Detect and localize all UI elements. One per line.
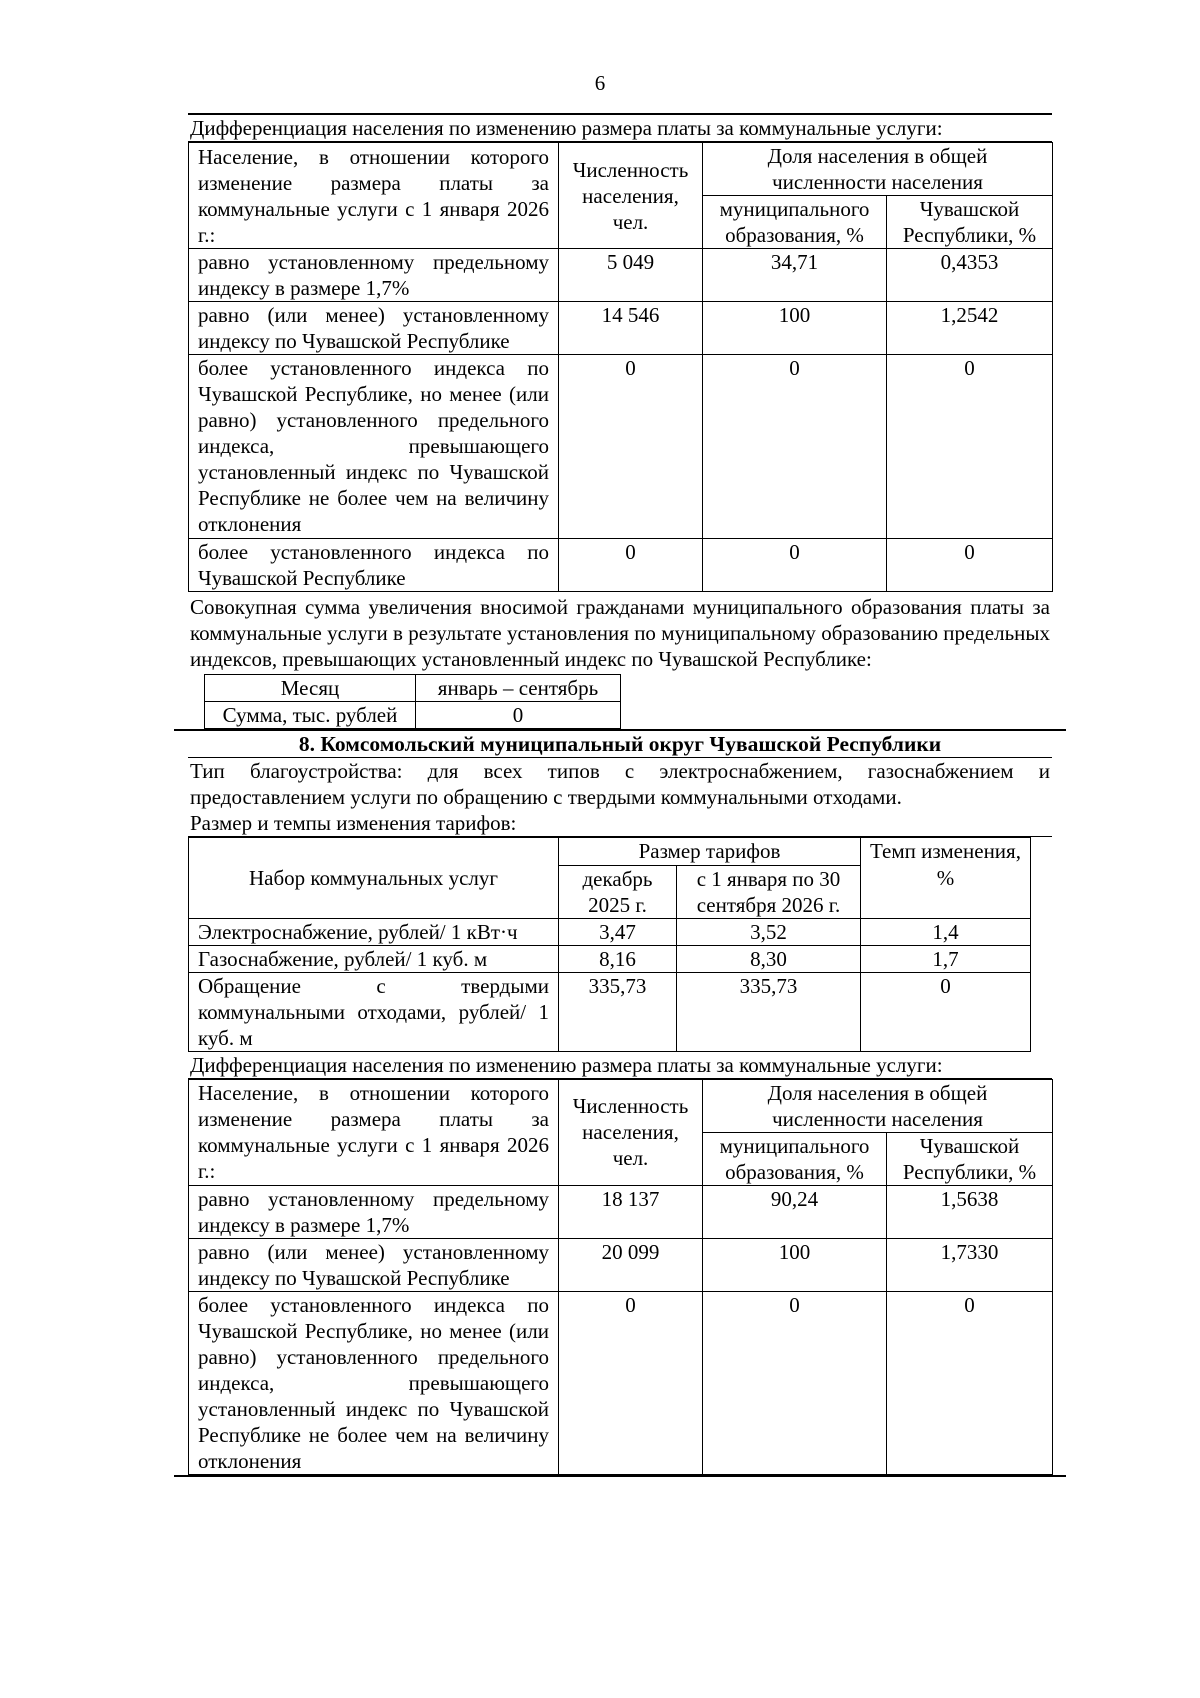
- cell-count: 0: [559, 355, 703, 538]
- section-title: 8. Комсомольский муниципальный округ Чувашской Республики: [188, 731, 1052, 759]
- tariff-header-size: Размер тарифов: [559, 838, 861, 865]
- table-row: [189, 972, 1031, 1051]
- tariff-header-services: Набор коммунальных услуг: [189, 838, 559, 918]
- header-count: Численность населения, чел.: [559, 143, 703, 249]
- row-label: равно (или менее) установленному индексу по Чувашской Республике: [189, 302, 559, 355]
- sum-amount-value: 0: [416, 701, 621, 728]
- cell-republic: 0: [887, 538, 1053, 591]
- tariff-service: Электроснабжение, рублей/ 1 кВт·ч: [189, 918, 559, 945]
- header-count: Численность населения, чел.: [559, 1079, 703, 1185]
- cell-republic: 0: [887, 1292, 1053, 1475]
- tariff-january: 3,52: [677, 918, 861, 945]
- diff-caption-1: Дифференциация населения по изменению размера платы за коммунальные услуги:: [188, 115, 1052, 142]
- bottom-rule: [174, 1475, 1066, 1477]
- header-share: Доля населения в общей численности населения: [703, 1079, 1053, 1132]
- cell-municipal: 100: [703, 302, 887, 355]
- table-row: [205, 674, 621, 701]
- cell-republic: 0,4353: [887, 249, 1053, 302]
- row-label: равно установленному предельному индексу в размере 1,7%: [189, 1185, 559, 1238]
- table-row: [189, 945, 1031, 972]
- sum-amount-label: Сумма, тыс. рублей: [205, 701, 416, 728]
- table-row: [189, 1185, 1053, 1238]
- cell-municipal: 90,24: [703, 1185, 887, 1238]
- tariff-service: Газоснабжение, рублей/ 1 куб. м: [189, 945, 559, 972]
- header-municipal: муниципального образования, %: [703, 196, 887, 249]
- table-row: [189, 538, 1053, 591]
- header-population: Население, в отношении которого изменение размера платы за коммунальные услуги с 1 января 2026 г.:: [189, 143, 559, 249]
- tariff-header-january: с 1 января по 30 сентября 2026 г.: [677, 865, 861, 918]
- cell-republic: 1,7330: [887, 1238, 1053, 1291]
- tariff-rate: 0: [861, 972, 1031, 1051]
- cell-count: 5 049: [559, 249, 703, 302]
- header-republic: Чувашской Республики, %: [887, 1132, 1053, 1185]
- row-label: равно установленному предельному индексу в размере 1,7%: [189, 249, 559, 302]
- page-number: 6: [594, 71, 606, 95]
- cell-republic: 1,2542: [887, 302, 1053, 355]
- diff-caption-2: Дифференциация населения по изменению размера платы за коммунальные услуги:: [188, 1052, 1052, 1079]
- table-header-row: [189, 838, 1031, 865]
- cell-municipal: 0: [703, 355, 887, 538]
- row-label: более установленного индекса по Чувашской Республике, но менее (или равно) установленного предельного индекса, превышающего установленный индекс по Чувашской Республике не более чем на величину отклонения: [189, 1292, 559, 1475]
- cell-republic: 0: [887, 355, 1053, 538]
- cell-municipal: 34,71: [703, 249, 887, 302]
- cell-count: 20 099: [559, 1238, 703, 1291]
- population-diff-table-1: [188, 142, 1053, 592]
- population-diff-table-2: [188, 1079, 1053, 1475]
- cell-count: 18 137: [559, 1185, 703, 1238]
- tariff-rate: 1,7: [861, 945, 1031, 972]
- cell-count: 14 546: [559, 302, 703, 355]
- cell-republic: 1,5638: [887, 1185, 1053, 1238]
- row-label: равно (или менее) установленному индексу по Чувашской Республике: [189, 1238, 559, 1291]
- sum-month-label: Месяц: [205, 674, 416, 701]
- tariff-rate: 1,4: [861, 918, 1031, 945]
- tariff-december: 335,73: [559, 972, 677, 1051]
- improvement-paragraph: Тип благоустройства: для всех типов с электроснабжением, газоснабжением и предоставлением услуги по обращению с твердыми коммунальными отходами.: [190, 759, 1050, 810]
- tariff-header-december: декабрь 2025 г.: [559, 865, 677, 918]
- header-share: Доля населения в общей численности населения: [703, 143, 1053, 196]
- row-label: более установленного индекса по Чувашской Республике, но менее (или равно) установленного предельного индекса, превышающего установленный индекс по Чувашской Республике не более чем на величину отклонения: [189, 355, 559, 538]
- row-label: более установленного индекса по Чувашской Республике: [189, 538, 559, 591]
- table-row: [189, 355, 1053, 538]
- document-body: [188, 113, 1052, 1477]
- cell-count: 0: [559, 538, 703, 591]
- tariff-table: [188, 837, 1031, 1051]
- table-row: [189, 302, 1053, 355]
- sum-table: [204, 674, 621, 729]
- tariff-january: 8,30: [677, 945, 861, 972]
- table-row: [189, 1292, 1053, 1475]
- cell-municipal: 0: [703, 1292, 887, 1475]
- table-row: [189, 918, 1031, 945]
- tariff-header-rate: Темп изменения, %: [861, 838, 1031, 918]
- tariff-service: Обращение с твердыми коммунальными отходами, рублей/ 1 куб. м: [189, 972, 559, 1051]
- tariff-december: 8,16: [559, 945, 677, 972]
- table-row: [189, 249, 1053, 302]
- header-municipal: муниципального образования, %: [703, 1132, 887, 1185]
- tariff-december: 3,47: [559, 918, 677, 945]
- cell-municipal: 100: [703, 1238, 887, 1291]
- cell-count: 0: [559, 1292, 703, 1475]
- tariff-caption: Размер и темпы изменения тарифов:: [188, 810, 1052, 837]
- cell-municipal: 0: [703, 538, 887, 591]
- header-population: Население, в отношении которого изменение размера платы за коммунальные услуги с 1 января 2026 г.:: [189, 1079, 559, 1185]
- table-header-row: [189, 1079, 1053, 1132]
- table-row: [205, 701, 621, 728]
- table-row: [189, 1238, 1053, 1291]
- header-republic: Чувашской Республики, %: [887, 196, 1053, 249]
- sum-month-value: январь – сентябрь: [416, 674, 621, 701]
- total-sum-paragraph: Совокупная сумма увеличения вносимой гражданами муниципального образования платы за коммунальные услуги в результате установления по муниципальному образованию предельных индексов, превышающих установленный индекс по Чувашской Республике:: [190, 594, 1050, 671]
- tariff-january: 335,73: [677, 972, 861, 1051]
- table-header-row: [189, 143, 1053, 196]
